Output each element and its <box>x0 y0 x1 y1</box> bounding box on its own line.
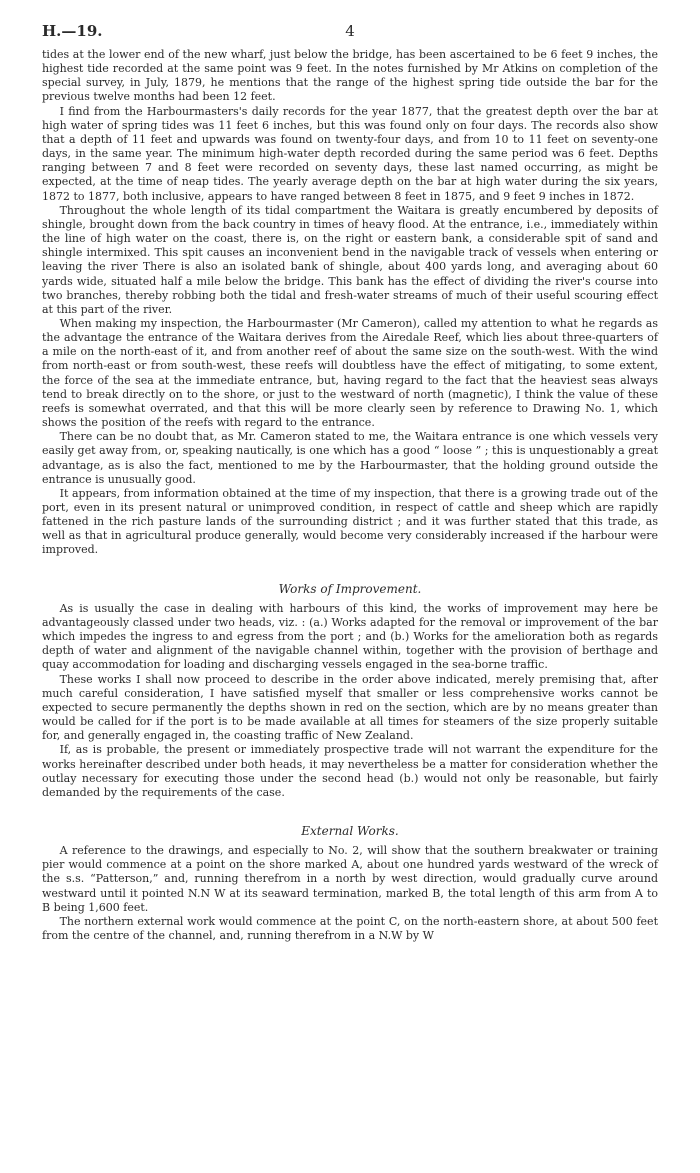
section-heading-works-of-improvement: Works of Improvement. <box>278 581 422 596</box>
paragraph: A reference to the drawings, and especially to No. 2, will show that the southern breakwater or training pier would commence at a point on the shore marked A, about one hundred yards westward of the wreck of the s.s. “Patterson,” and, running therefrom in a north by west direction, would gradually curve around westward until it pointed N.N W at its seaward termination, marked B, the total length of this arm from A to B being 1,600 feet. <box>42 844 658 914</box>
paragraph: When making my inspection, the Harbourmaster (Mr Cameron), called my attention to what he regards as the advantage the entrance of the Waitara derives from the Airedale Reef, which lies about three-quarters of a mile on the north-east of it, and from another reef of about the same size on the south-west. With the wind from north-east or from south-west, these reefs will doubtless have the effect of mitigating, to some extent, the force of the sea at the immediate entrance, but, having regard to the fact that the heaviest seas always tend to break directly on to the shore, or just to the westward of north (magnetic), I think the value of these reefs is somewhat overrated, and that this will be more clearly seen by reference to Drawing No. 1, which shows the position of the reefs with regard to the entrance. <box>42 316 658 430</box>
paragraph: It appears, from information obtained at the time of my inspection, that there is a growing trade out of the port, even in its present natural or unimproved condition, in respect of cattle and sheep which are rapidly fattened in the rich pasture lands of the surrounding district ; and it was further stated that this trade, as well as that in agricultural produce generally, would become very considerably increased if the harbour were improved. <box>42 486 658 557</box>
paragraph: The northern external work would commence at the point C, on the north-eastern shore, at about 500 feet from the centre of the channel, and, running therefrom in a N.W by W <box>42 914 658 943</box>
paragraph: If, as is probable, the present or immediately prospective trade will not warrant the expenditure for the works hereinafter described under both heads, it may nevertheless be a matter for consideration whether the outlay necessary for executing those under the second head (b.) would not only be reasonable, but fairly demanded by the requirements of the case. <box>42 743 658 799</box>
paragraph: tides at the lower end of the new wharf, just below the bridge, has been ascertained to be 6 feet 9 inches, the highest tide recorded at the same point was 9 feet. In the notes furnished by Mr Atkins on completion of the special survey, in July, 1879, he mentions that the range of the highest spring tide outside the bar for the previous twelve months had been 12 feet. <box>42 48 658 104</box>
paragraph: There can be no doubt that, as Mr. Cameron stated to me, the Waitara entrance is one which vessels very easily get away from, or, speaking nautically, is one which has a good “ loose ” ; this is unquestionably a great advantage, as is also the fact, mentioned to me by the Harbourmaster, that the holding ground outside the entrance is unusually good. <box>42 430 658 486</box>
body-text <box>42 48 658 943</box>
page-header <box>42 22 658 48</box>
paragraph: As is usually the case in dealing with harbours of this kind, the works of improvement may here be advantageously classed under two heads, viz. : (a.) Works adapted for the removal or improvement of the bar which impedes the ingress to and egress from the port ; and (b.) Works for the amelioration both as regards depth of water and alignment of the navigable channel within, together with the provision of berthage and quay accommodation for loading and discharging vessels engaged in the sea-borne traffic. <box>42 601 658 672</box>
paragraph: These works I shall now proceed to describe in the order above indicated, merely premising that, after much careful consideration, I have satisfied myself that smaller or less comprehensive works cannot be expected to secure permanently the depths shown in red on the section, which are by no means greater than would be called for if the port is to be made available at all times for steamers of the size properly suitable for, and generally engaged in, the coasting traffic of New Zealand. <box>42 672 658 743</box>
paragraph: I find from the Harbourmasters's daily records for the year 1877, that the greatest depth over the bar at high water of spring tides was 11 feet 6 inches, but this was found only on four days. The records also show that a depth of 11 feet and upwards was found on twenty-four days, and from 10 to 11 feet on seventy-one days, in the same year. The minimum high-water depth recorded during the same period was 6 feet. Depths ranging between 7 and 8 feet were recorded on seventy days, these last named occurring, as might be expected, at the time of neap tides. The yearly average depth on the bar at high water during the six years, 1872 to 1877, both inclusive, appears to have ranged between 8 feet in 1875, and 9 feet 9 inches in 1872. <box>42 104 658 203</box>
section-heading-external-works: External Works. <box>301 823 399 838</box>
paragraph: Throughout the whole length of its tidal compartment the Waitara is greatly encumbered by deposits of shingle, brought down from the back country in times of heavy flood. At the entrance, i.e., immediately within the line of high water on the coast, there is, on the right or eastern bank, a considerable spit of sand and shingle intermixed. This spit causes an inconvenient bend in the navigable track of vessels when entering or leaving the river There is also an isolated bank of shingle, about 400 yards long, and averaging about 60 yards wide, situated half a mile below the bridge. This bank has the effect of dividing the river's course into two branches, thereby robbing both the tidal and fresh-water streams of much of their useful scouring effect at this part of the river. <box>42 203 658 316</box>
document-id: H.—19. <box>42 22 103 40</box>
page-number: 4 <box>345 22 355 40</box>
